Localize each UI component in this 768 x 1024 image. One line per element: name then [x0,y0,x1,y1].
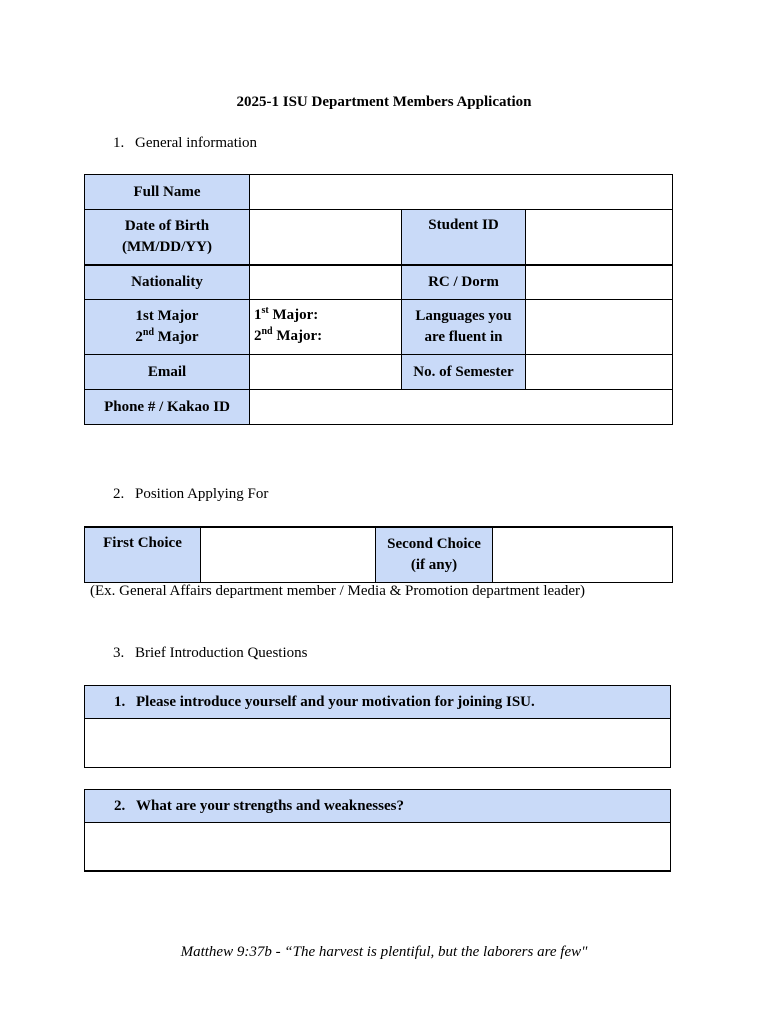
question-number: 2. [114,798,126,814]
question-answer-field[interactable] [84,719,671,768]
section-title: Position Applying For [135,486,269,502]
second-major-prefix: 2 [254,328,262,344]
first-major-sup: st [261,305,269,316]
section-title: General information [135,135,258,151]
student-id-label: Student ID [402,210,526,265]
full-name-label: Full Name [85,175,250,210]
dob-label-line1: Date of Birth [124,217,210,234]
second-choice-field[interactable] [493,527,673,582]
languages-label-line2: are fluent in [424,329,503,345]
table-row [85,527,673,582]
second-choice-label [376,527,493,582]
document-title: 2025-1 ISU Department Members Application [236,94,532,110]
semester-label: No. of Semester [402,355,526,390]
major-label-line2-prefix: 2 [135,329,143,345]
full-name-field[interactable] [250,175,673,210]
languages-label-line1: Languages you [415,308,512,324]
first-major-line [254,305,397,326]
position-example-note: (Ex. General Affairs department member / Media & Promotion department leader) [90,583,585,599]
first-choice-label: First Choice [85,527,201,582]
section-number: 3. [113,645,125,661]
semester-field[interactable] [526,355,673,390]
first-major-text: Major: [268,307,319,323]
major-label-line2-sup: nd [142,327,155,338]
first-choice-field[interactable] [201,527,376,582]
email-label: Email [85,355,250,390]
phone-kakao-label: Phone # / Kakao ID [85,390,250,425]
question-header [84,685,671,719]
languages-label [402,300,526,355]
nationality-field[interactable] [250,265,402,300]
section-title: Brief Introduction Questions [135,645,308,661]
nationality-label: Nationality [85,265,250,300]
question-answer-field[interactable] [84,823,671,872]
date-of-birth-field[interactable] [250,210,402,265]
section-heading-position [113,485,268,503]
question-block-2 [84,789,671,872]
second-major-sup: nd [261,326,273,337]
section-number: 1. [113,135,125,151]
section-heading-questions [113,644,307,662]
languages-field[interactable] [526,300,673,355]
section-number: 2. [113,486,125,502]
footer-bible-quote: Matthew 9:37b - “The harvest is plentiful, but the laborers are few" [180,944,588,960]
student-id-field[interactable] [526,210,673,265]
email-field[interactable] [250,355,402,390]
major-label [85,300,250,355]
section-heading-general-info [113,134,257,152]
question-number: 1. [114,694,126,710]
major-label-line2 [89,327,245,348]
first-major-prefix: 1 [254,307,262,323]
table-row [85,390,673,425]
dob-label-line2: (MM/DD/YY) [122,238,212,255]
table-row [85,210,673,265]
date-of-birth-label [85,210,250,265]
rc-dorm-label: RC / Dorm [402,265,526,300]
second-choice-line1: Second Choice [387,535,481,552]
second-major-text: Major: [272,328,323,344]
position-table [84,526,673,583]
table-row [85,355,673,390]
question-text: What are your strengths and weaknesses? [136,798,404,814]
question-text: Please introduce yourself and your motivation for joining ISU. [136,694,535,710]
rc-dorm-field[interactable] [526,265,673,300]
general-info-table [84,174,673,425]
phone-kakao-field[interactable] [250,390,673,425]
question-header [84,789,671,823]
table-row [85,265,673,300]
table-row [85,175,673,210]
major-field[interactable] [250,300,402,355]
major-label-line1: 1st Major [135,308,199,324]
major-label-line2-text: Major [154,329,199,345]
question-block-1 [84,685,671,768]
table-row [85,300,673,355]
second-choice-line2: (if any) [410,556,458,573]
second-major-line [254,326,397,347]
